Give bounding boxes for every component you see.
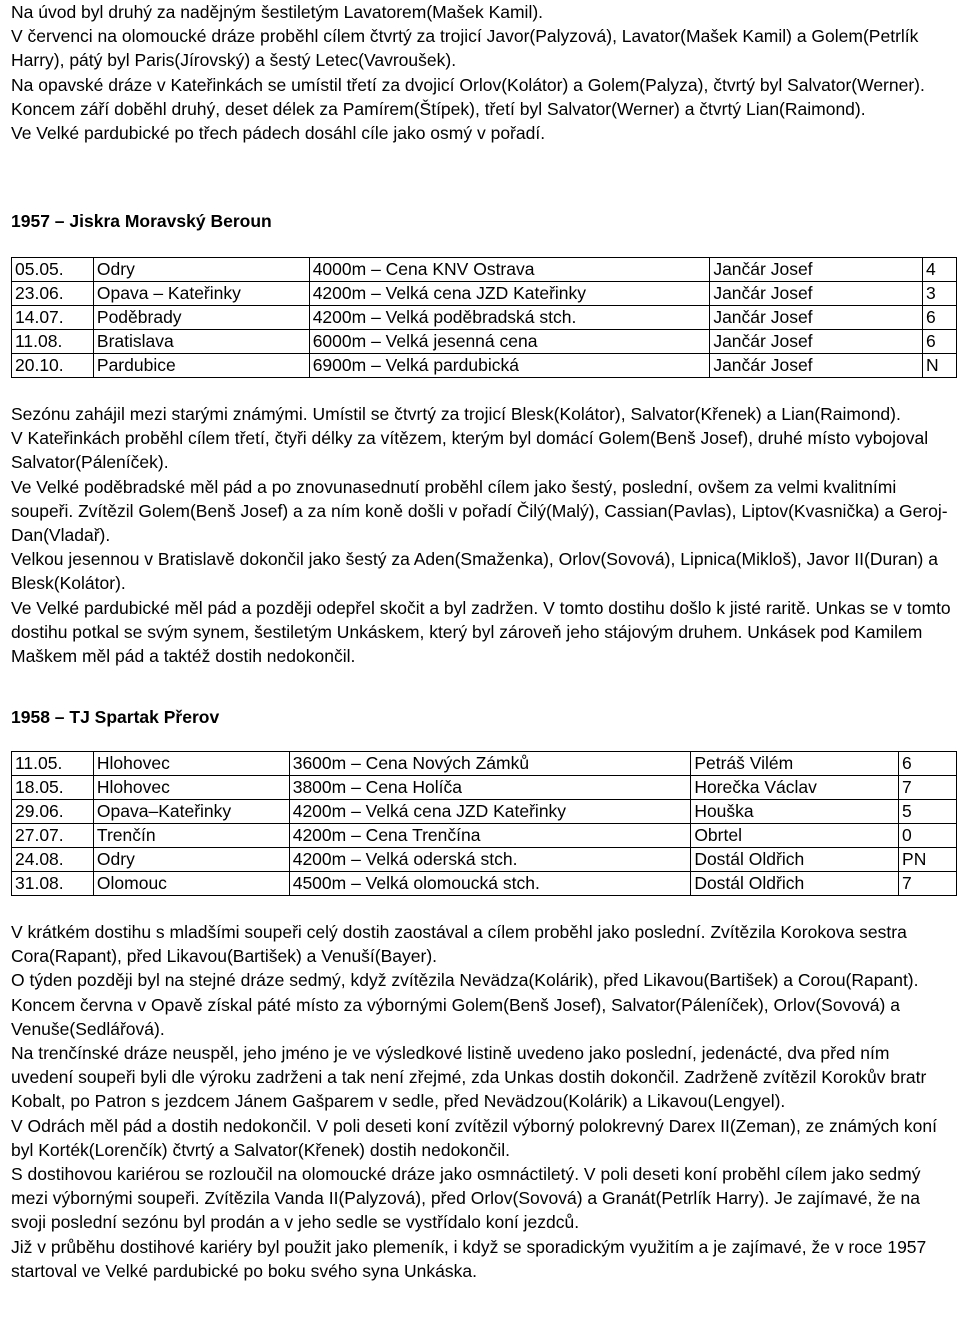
table-row: [12, 354, 957, 378]
cell-place: Opava – Kateřinky: [93, 282, 309, 306]
intro-section: [11, 0, 951, 145]
season-1958-table: [11, 751, 957, 896]
cell-date: 24.08.: [12, 848, 94, 872]
cell-place: Opava–Kateřinky: [93, 800, 289, 824]
season-1958-heading: 1958 – TJ Spartak Přerov: [11, 707, 220, 727]
cell-result: 3: [923, 282, 957, 306]
table-row: [12, 800, 957, 824]
season-1957-heading: 1957 – Jiskra Moravský Beroun: [11, 211, 272, 231]
cell-jockey: Jančár Josef: [710, 306, 923, 330]
cell-date: 20.10.: [12, 354, 94, 378]
cell-place: Pardubice: [93, 354, 309, 378]
table-row: [12, 282, 957, 306]
cell-result: 6: [899, 752, 957, 776]
cell-date: 31.08.: [12, 872, 94, 896]
season-1957-text: [11, 402, 951, 668]
season-paragraph: Koncem června v Opavě získal páté místo za výbornými Golem(Benš Josef), Salvator(Páleníček), Orlov(Sovová) a Venuše(Sedlářová).: [11, 994, 900, 1039]
intro-paragraph: Ve Velké pardubické po třech pádech dosáhl cíle jako osmý v pořadí.: [11, 123, 546, 144]
cell-result: 6: [923, 330, 957, 354]
cell-race: 4200m – Cena Trenčína: [289, 824, 691, 848]
cell-result: 5: [899, 800, 957, 824]
cell-race: 4500m – Velká olomoucká stch.: [289, 872, 691, 896]
cell-jockey: Jančár Josef: [710, 330, 923, 354]
cell-jockey: Jančár Josef: [710, 354, 923, 378]
cell-result: 7: [899, 872, 957, 896]
cell-date: 11.05.: [12, 752, 94, 776]
table-row: [12, 848, 957, 872]
cell-jockey: Dostál Oldřich: [691, 848, 899, 872]
cell-result: 4: [923, 258, 957, 282]
cell-date: 29.06.: [12, 800, 94, 824]
season-paragraph: Velkou jesennou v Bratislavě dokončil jako šestý za Aden(Smaženka), Orlov(Sovová), Lipnica(Mikloš), Javor II(Duran) a Blesk(Kolátor).: [11, 549, 938, 594]
cell-date: 18.05.: [12, 776, 94, 800]
cell-jockey: Petráš Vilém: [691, 752, 899, 776]
intro-paragraph: Koncem září doběhl druhý, deset délek za Pamírem(Štípek), třetí byl Salvator(Werner) a čtvrtý Lian(Raimond).: [11, 98, 866, 119]
table-row: [12, 872, 957, 896]
cell-result: PN: [899, 848, 957, 872]
cell-race: 4200m – Velká cena JZD Kateřinky: [309, 282, 710, 306]
cell-place: Hlohovec: [93, 752, 289, 776]
season-paragraph: V Odrách měl pád a dostih nedokončil. V poli deseti koní zvítězil výborný polokrevný Darex II(Zeman), ze známých koní byl Korték(Lorenčík) čtvrtý a Salvator(Křenek) dostih nedokončil.: [11, 1115, 937, 1160]
cell-race: 4000m – Cena KNV Ostrava: [309, 258, 710, 282]
cell-place: Bratislava: [93, 330, 309, 354]
season-1958-text: [11, 920, 951, 1283]
table-row: [12, 824, 957, 848]
cell-place: Odry: [93, 258, 309, 282]
intro-paragraph: Na úvod byl druhý za nadějným šestiletým Lavatorem(Mašek Kamil).: [11, 2, 544, 22]
cell-jockey: Jančár Josef: [710, 282, 923, 306]
cell-date: 14.07.: [12, 306, 94, 330]
cell-result: 6: [923, 306, 957, 330]
cell-date: 27.07.: [12, 824, 94, 848]
table-row: [12, 330, 957, 354]
season-paragraph: Ve Velké pardubické měl pád a později odepřel skočit a byl zadržen. V tomto dostihu došlo k jisté raritě. Unkas se v tomto dostihu potkal se svým synem, šestiletým Unkáskem, který byl zároveň jeho stájovým druhem. Unkásek pod Kamilem Maškem měl pád a taktéž dostih nedokončil.: [11, 597, 951, 667]
cell-race: 4200m – Velká poděbradská stch.: [309, 306, 710, 330]
season-paragraph: S dostihovou kariérou se rozloučil na olomoucké dráze jako osmnáctiletý. V poli deseti koní proběhl cílem jako sedmý mezi výbornými soupeři. Zvítězila Vanda II(Palyzová), před Orlov(Sovová) a Granát(Petrlík Harry). Je zajímavé, že na svoji poslední sezónu byl prodán a v jeho sedle se vystřídalo koní jezdců.: [11, 1164, 921, 1233]
cell-race: 4200m – Velká cena JZD Kateřinky: [289, 800, 691, 824]
intro-paragraph: V červenci na olomoucké dráze proběhl cílem čtvrtý za trojicí Javor(Palyzová), Lavator(Mašek Kamil) a Golem(Petrlík Harry), pátý byl Paris(Jírovský) a šestý Letec(Vavroušek).: [11, 26, 919, 71]
season-paragraph: Ve Velké poděbradské měl pád a po znovunasednutí proběhl cílem jako šestý, poslední, ovšem za velmi kvalitními soupeři. Zvítězil Golem(Benš Josef) a za ním koně došli v pořadí Čilý(Malý), Cassian(Pavlas), Liptov(Kvasnička) a Geroj-Dan(Vladař).: [11, 476, 948, 546]
table-row: [12, 306, 957, 330]
cell-jockey: Houška: [691, 800, 899, 824]
season-1957-table: [11, 257, 957, 378]
season-paragraph: O týden později byl na stejné dráze sedmý, když zvítězila Nevädza(Kolárik), před Likavou(Bartišek) a Corou(Rapant).: [11, 970, 919, 991]
season-paragraph: Na trenčínské dráze neuspěl, jeho jméno je ve výsledkové listině uvedeno jako poslední, jedenácté, dva před ním uvedení soupeři byli dle výroku zadrženi a tak není zřejmé, zda Unkas dostih dokončil. Zadrženě zvítězil Korokův bratr Kobalt, po Patron s jezdcem Jánem Gašparem v sedle, před Nevädzou(Kolárik) a Likavou(Lengyel).: [11, 1043, 927, 1112]
cell-jockey: Dostál Oldřich: [691, 872, 899, 896]
cell-date: 11.08.: [12, 330, 94, 354]
cell-date: 23.06.: [12, 282, 94, 306]
cell-place: Trenčín: [93, 824, 289, 848]
cell-jockey: Horečka Václav: [691, 776, 899, 800]
cell-race: 6900m – Velká pardubická: [309, 354, 710, 378]
cell-race: 3600m – Cena Nových Zámků: [289, 752, 691, 776]
intro-paragraph: Na opavské dráze v Kateřinkách se umístil třetí za dvojicí Orlov(Kolátor) a Golem(Palyza), čtvrtý byl Salvator(Werner).: [11, 74, 925, 95]
season-paragraph: V Kateřinkách proběhl cílem třetí, čtyři délky za vítězem, kterým byl domácí Golem(Benš Josef), druhé místo vybojoval Salvator(Páleníček).: [11, 428, 929, 473]
cell-race: 4200m – Velká oderská stch.: [289, 848, 691, 872]
cell-place: Olomouc: [93, 872, 289, 896]
cell-jockey: Obrtel: [691, 824, 899, 848]
cell-place: Poděbrady: [93, 306, 309, 330]
season-paragraph: V krátkém dostihu s mladšími soupeři celý dostih zaostával a cílem proběhl jako poslední. Zvítězila Korokova sestra Cora(Rapant), před Likavou(Bartišek) a Venuší(Bayer).: [11, 922, 907, 967]
table-row: [12, 752, 957, 776]
cell-date: 05.05.: [12, 258, 94, 282]
cell-place: Hlohovec: [93, 776, 289, 800]
cell-result: 7: [899, 776, 957, 800]
cell-jockey: Jančár Josef: [710, 258, 923, 282]
cell-result: 0: [899, 824, 957, 848]
cell-place: Odry: [93, 848, 289, 872]
table-row: [12, 776, 957, 800]
table-row: [12, 258, 957, 282]
cell-result: N: [923, 354, 957, 378]
season-paragraph: Již v průběhu dostihové kariéry byl použit jako plemeník, i když se sporadickým využitím a je zajímavé, že v roce 1957 startoval ve Velké pardubické po boku svého syna Unkáska.: [11, 1236, 927, 1281]
cell-race: 3800m – Cena Holíča: [289, 776, 691, 800]
season-paragraph: Sezónu zahájil mezi starými známými. Umístil se čtvrtý za trojicí Blesk(Kolátor), Salvator(Křenek) a Lian(Raimond).: [11, 404, 901, 424]
cell-race: 6000m – Velká jesenná cena: [309, 330, 710, 354]
